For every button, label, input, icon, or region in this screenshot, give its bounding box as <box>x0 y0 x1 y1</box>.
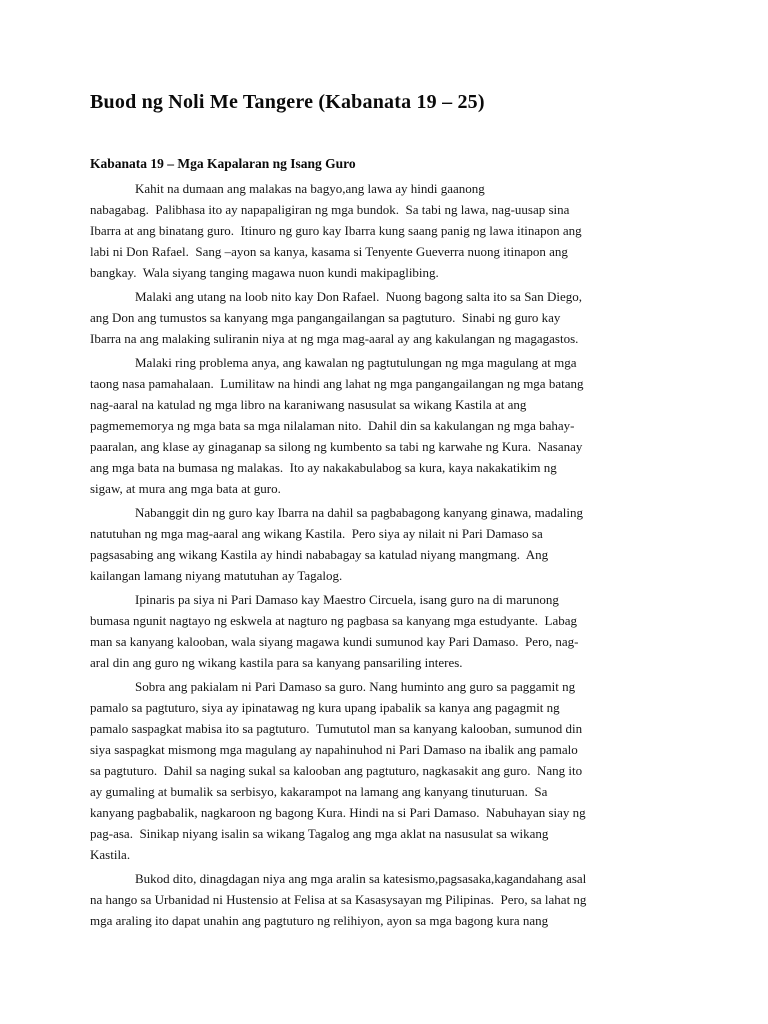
paragraph <box>90 352 680 499</box>
text-line: labi ni Don Rafael. Sang –ayon sa kanya, kasama si Tenyente Gueverra nuong itinapon ang <box>90 244 568 259</box>
text-line: ang Don ang tumustos sa kanyang mga pangangailangan sa pagtuturo. Sinabi ng guro kay <box>90 310 561 325</box>
text-line: ay gumaling at bumalik sa serbisyo, kakarampot na lamang ang kanyang tinuturuan. Sa <box>90 784 548 799</box>
text-line: Sobra ang pakialam ni Pari Damaso sa guro. Nang huminto ang guro sa paggamit ng <box>135 679 576 694</box>
text-line: Malaki ring problema anya, ang kawalan ng pagtutulungan ng mga magulang at mga <box>135 355 577 370</box>
text-line: pagsasabing ang wikang Kastila ay hindi nababagay sa katulad niyang mangmang. Ang <box>90 547 549 562</box>
text-line: sigaw, at mura ang mga bata at guro. <box>90 481 281 496</box>
document-body <box>90 178 680 934</box>
text-line: siya saspagkat mismong mga magulang ay napahinuhod ni Pari Damaso na ibalik ang pamalo <box>90 742 578 757</box>
text-line: natutuhan ng mga mag-aaral ang wikang Kastila. Pero siya ay nilait ni Pari Damaso sa <box>90 526 543 541</box>
text-line: Ipinaris pa siya ni Pari Damaso kay Maestro Circuela, isang guro na di marunong <box>135 592 559 607</box>
text-line: kailangan lamang niyang matutuhan ay Tagalog. <box>90 568 343 583</box>
text-line: sa pagtuturo. Dahil sa naging sukal sa kalooban ang pagtuturo, nagkasakit ang guro. Nang ito <box>90 763 583 778</box>
paragraph <box>90 868 680 931</box>
text-line: pamalo sa pagtuturo, siya ay ipinatawag ng kura upang ipabalik sa kanya ang pagagmit ng <box>90 700 560 715</box>
text-line: paaralan, ang klase ay ginaganap sa silong ng kumbento sa tabi ng karwahe ng Kura. Nasanay <box>90 439 583 454</box>
document-title: Buod ng Noli Me Tangere (Kabanata 19 – 25) <box>90 91 485 113</box>
text-line: ang mga bata na bumasa ng malakas. Ito ay nakakabulabog sa kura, kaya nakakatikim ng <box>90 460 557 475</box>
text-line: Ibarra at ang binatang guro. Itinuro ng guro kay Ibarra kung saang panig ng lawa itinapon ang <box>90 223 582 238</box>
text-line: na hango sa Urbanidad ni Hustensio at Felisa at sa Kasasysayan mg Pilipinas. Pero, sa lahat ng <box>90 892 587 907</box>
text-line: bangkay. Wala siyang tanging magawa nuon kundi makipaglibing. <box>90 265 439 280</box>
text-line: bumasa ngunit nagtayo ng eskwela at nagturo ng pagbasa sa kanyang mga estudyante. Labag <box>90 613 577 628</box>
text-line: Nabanggit din ng guro kay Ibarra na dahil sa pagbabagong kanyang ginawa, madaling <box>135 505 583 520</box>
paragraph <box>90 286 680 349</box>
text-line: Kahit na dumaan ang malakas na bagyo,ang lawa ay hindi gaanong <box>135 181 485 196</box>
text-line: nabagabag. Palibhasa ito ay napapaligiran ng mga bundok. Sa tabi ng lawa, nag-uusap sina <box>90 202 570 217</box>
text-line: pagmememorya ng mga bata sa mga nilalaman nito. Dahil din sa kakulangan ng mga bahay- <box>90 418 575 433</box>
paragraph <box>90 502 680 586</box>
text-line: Kastila. <box>90 847 131 862</box>
paragraph <box>90 589 680 673</box>
text-line: pamalo saspagkat mabisa ito sa pagtuturo. Tumututol man sa kanyang kalooban, sumunod din <box>90 721 583 736</box>
text-line: aral din ang guro ng wikang kastila para sa kanyang pansariling interes. <box>90 655 463 670</box>
text-line: kanyang pagbabalik, nagkaroon ng bagong Kura. Hindi na si Pari Damaso. Nabuhayan siay ng <box>90 805 586 820</box>
text-line: Ibarra na ang malaking suliranin niya at ng mga mag-aaral ay ang kakulangan ng magagastos. <box>90 331 579 346</box>
text-line: Bukod dito, dinagdagan niya ang mga aralin sa katesismo,pagsasaka,kagandahang asal <box>135 871 587 886</box>
text-line: nag-aaral na katulad ng mga libro na karaniwang nasusulat sa wikang Kastila at ang <box>90 397 527 412</box>
text-line: man sa kanyang kalooban, wala siyang magawa kundi sumunod kay Pari Damaso. Pero, nag- <box>90 634 579 649</box>
chapter-heading: Kabanata 19 – Mga Kapalaran ng Isang Guro <box>90 156 356 171</box>
text-line: Malaki ang utang na loob nito kay Don Rafael. Nuong bagong salta ito sa San Diego, <box>135 289 582 304</box>
text-line: mga araling ito dapat unahin ang pagtuturo ng relihiyon, ayon sa mga bagong kura nang <box>90 913 549 928</box>
text-line: taong nasa pamahalaan. Lumilitaw na hindi ang lahat ng mga pangangailangan ng mga batang <box>90 376 584 391</box>
paragraph <box>90 676 680 865</box>
text-line: pag-asa. Sinikap niyang isalin sa wikang Tagalog ang mga aklat na nasusulat sa wikang <box>90 826 549 841</box>
paragraph <box>90 178 680 283</box>
